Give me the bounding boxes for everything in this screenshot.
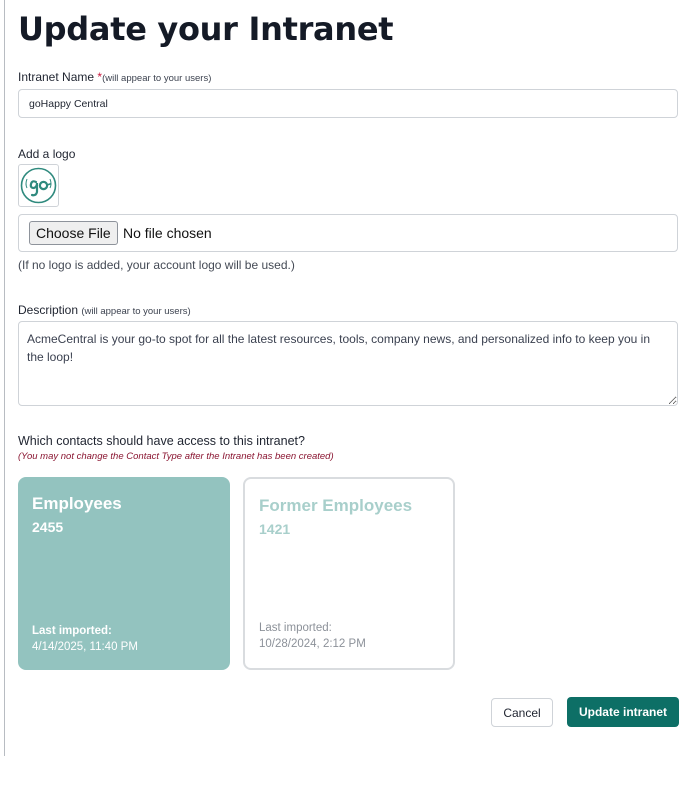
description-label-text: Description (18, 303, 79, 317)
intranet-name-label (18, 70, 211, 84)
intranet-name-note: (will appear to your users) (102, 73, 212, 84)
intranet-name-input[interactable] (18, 89, 678, 118)
go-logo-icon (19, 165, 58, 206)
left-border-rule (4, 0, 5, 756)
contact-card-former-employees[interactable] (243, 477, 455, 670)
update-intranet-button[interactable]: Update intranet (567, 697, 679, 727)
required-mark: * (97, 70, 103, 84)
page-title: Update your Intranet (18, 10, 394, 48)
logo-file-input[interactable] (18, 214, 678, 252)
file-status-text: No file chosen (123, 225, 212, 241)
card-count: 2455 (32, 519, 64, 535)
card-imported-date: 10/28/2024, 2:12 PM (259, 638, 366, 650)
logo-preview (18, 164, 59, 207)
card-imported-label: Last imported: (259, 622, 332, 634)
card-count: 1421 (259, 521, 291, 537)
card-imported-label: Last imported: (32, 625, 112, 637)
choose-file-button[interactable]: Choose File (29, 221, 118, 245)
description-label (18, 303, 191, 317)
intranet-name-label-text: Intranet Name (18, 70, 95, 84)
card-title: Employees (32, 494, 122, 513)
add-logo-label: Add a logo (18, 147, 76, 161)
cancel-button[interactable]: Cancel (491, 698, 553, 727)
card-title: Former Employees (259, 496, 413, 515)
contacts-question: Which contacts should have access to this intranet? (18, 434, 305, 448)
contact-type-warning: (You may not change the Contact Type after the Intranet has been created) (18, 451, 334, 462)
contact-card-employees[interactable] (18, 477, 230, 670)
description-note: (will appear to your users) (81, 306, 191, 317)
card-imported-date: 4/14/2025, 11:40 PM (32, 641, 138, 653)
logo-hint: (If no logo is added, your account logo will be used.) (18, 258, 295, 272)
description-textarea[interactable] (18, 321, 678, 406)
